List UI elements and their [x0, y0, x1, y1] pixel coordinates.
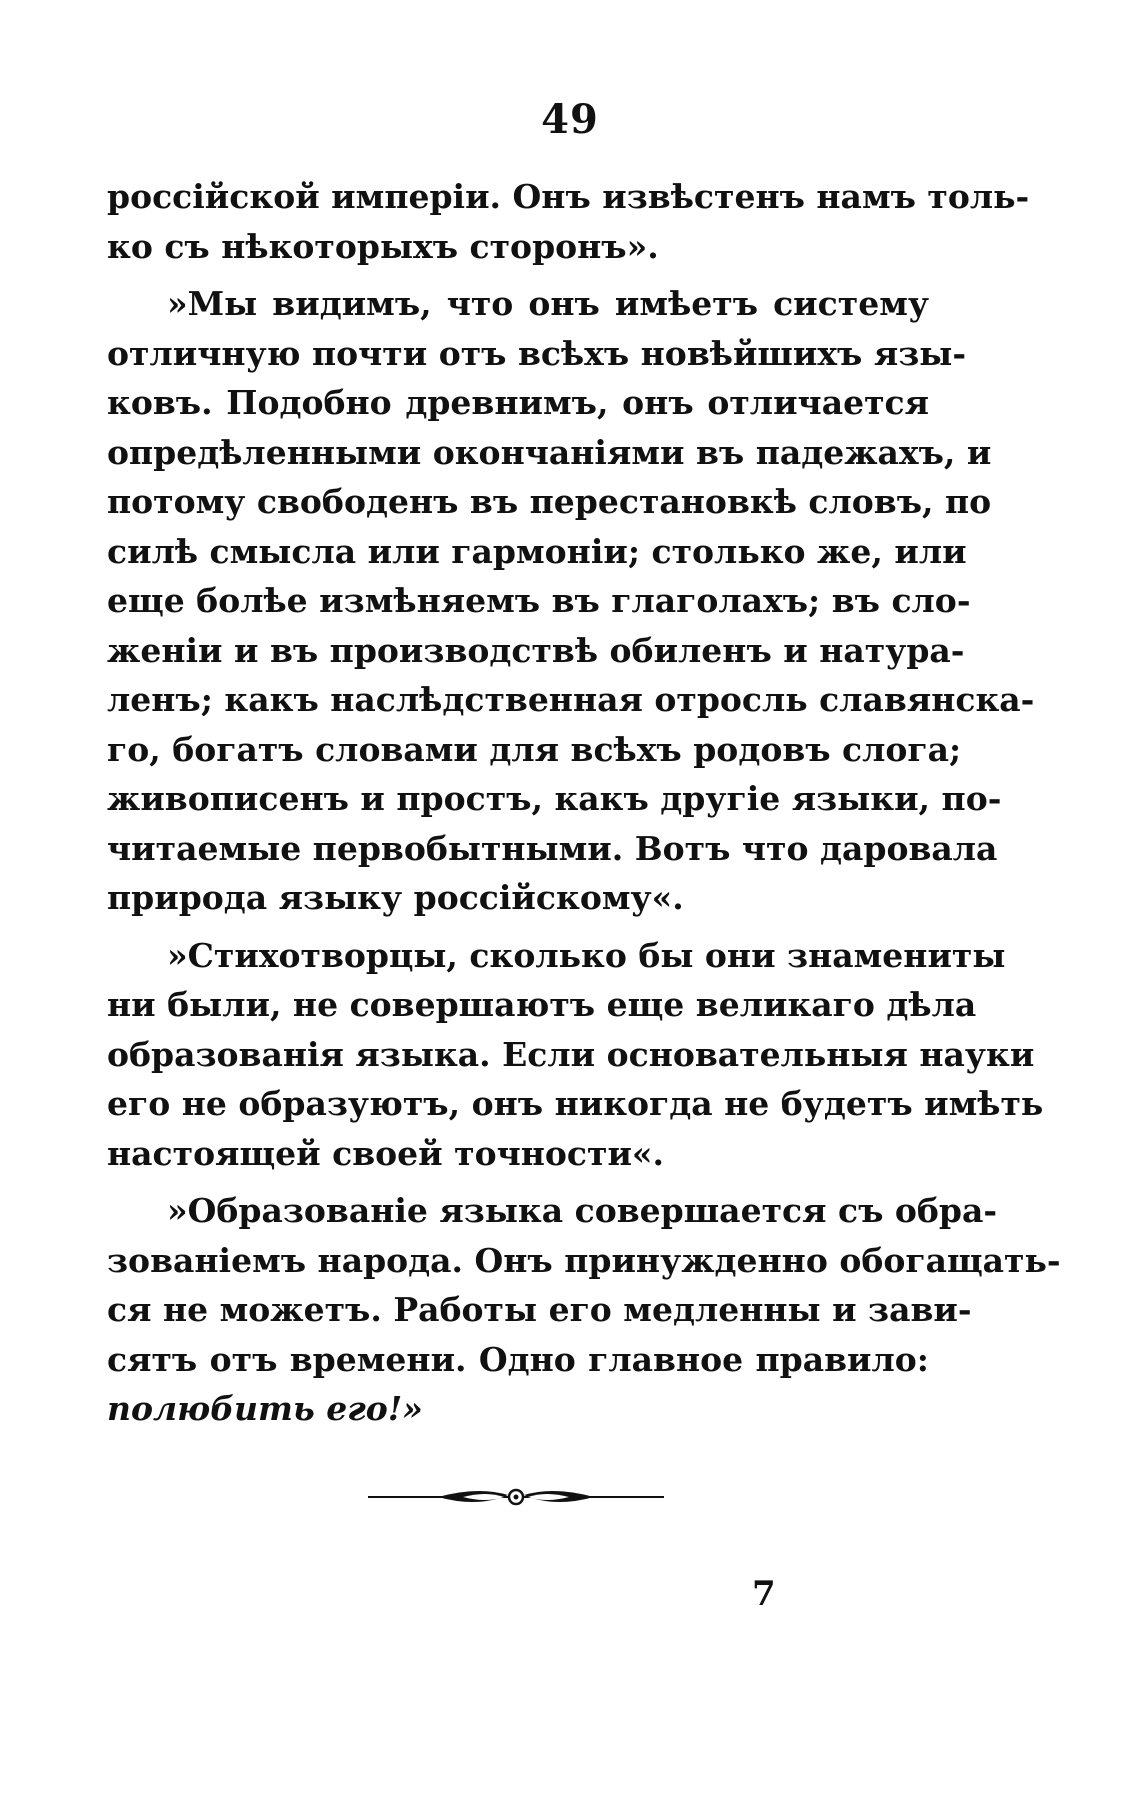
text-line: еще болѣе измѣняемъ въ глаголахъ; въ сло- [107, 581, 971, 620]
text-line: женіи и въ производствѣ обиленъ и натура- [107, 630, 965, 670]
text-line: го, богатъ словами для всѣхъ родовъ слога; [107, 729, 962, 769]
text-line: россійской имперіи. Онъ извѣстенъ намъ толь- [107, 177, 1030, 216]
text-line: »Мы видимъ, что онъ имѣетъ систему [167, 284, 929, 323]
text-line: силѣ смысла или гармоніи; столько же, или [107, 531, 967, 571]
signature-mark: 7 [752, 1574, 776, 1614]
text-line: настоящей своей точности«. [107, 1133, 665, 1173]
text-line: его не образуютъ, онъ никогда не будетъ имѣть [107, 1084, 1044, 1123]
text-line: ся не можетъ. Работы его медленны и зави- [107, 1290, 972, 1329]
ornament-divider [368, 1482, 664, 1512]
text-line: полюбить его!» [107, 1389, 423, 1428]
text-line: отличную почти отъ всѣхъ новѣйшихъ язы- [107, 333, 967, 373]
text-line: образованія языка. Если основательныя науки [107, 1034, 1035, 1074]
text-line: ковъ. Подобно древнимъ, онъ отличается [107, 383, 929, 422]
text-line: читаемые первобытными. Вотъ что даровала [107, 828, 998, 868]
text-line: зованіемъ народа. Онъ принужденно обогащать- [107, 1240, 1061, 1280]
text-line: опредѣленными окончаніями въ падежахъ, и [107, 432, 992, 472]
body-text [107, 172, 1061, 1434]
page-number: 49 [541, 96, 599, 143]
text-line: »Стихотворцы, сколько бы они знамениты [167, 935, 1006, 975]
text-line: ко съ нѣкоторыхъ сторонъ». [107, 226, 659, 266]
text-line: »Образованіе языка совершается съ обра- [167, 1191, 998, 1230]
text-line: ни были, не совершаютъ еще великаго дѣла [107, 985, 977, 1024]
text-line: природа языку россійскому«. [107, 878, 684, 917]
text-line: потому свободенъ въ перестановкѣ словъ, по [107, 482, 992, 521]
text-line: ленъ; какъ наслѣдственная отросль славянска- [107, 680, 1035, 719]
text-line: сятъ отъ времени. Одно главное правило: [107, 1339, 929, 1379]
text-line: живописенъ и простъ, какъ другіе языки, по- [107, 779, 1002, 818]
